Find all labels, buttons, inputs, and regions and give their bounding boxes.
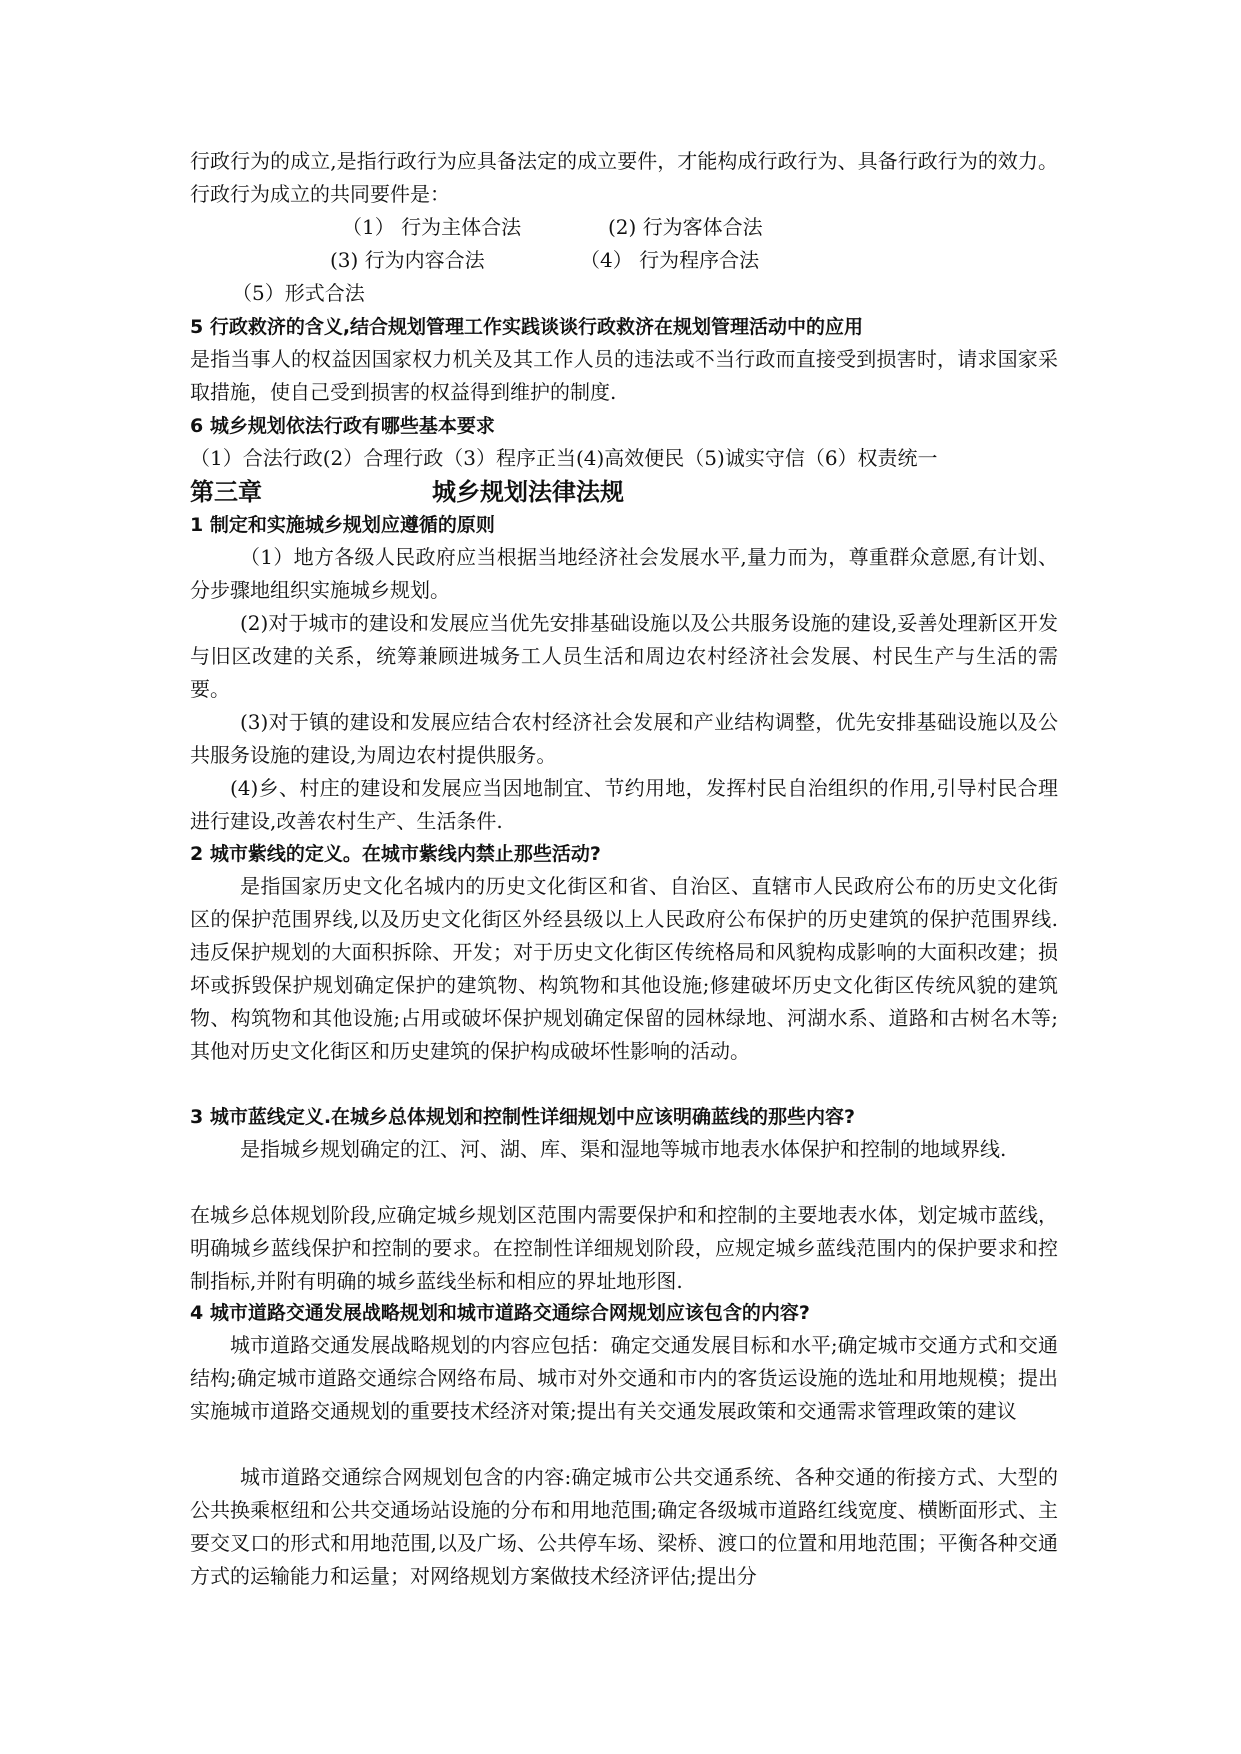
requirement-2: (2) 行为客体合法: [608, 215, 763, 239]
section-2-heading: 2 城市紫线的定义。在城市紫线内禁止那些活动?: [190, 843, 601, 865]
section-4-answer-strategy: 城市道路交通发展战略规划的内容应包括：确定交通发展目标和水平;确定城市交通方式和交通结构;确定城市道路交通综合网络布局、城市对外交通和市内的客货运设施的选址和用地规模；提出实施城市道路交通规划的重要技术经济对策;提出有关交通发展政策和交通需求管理政策的建议: [190, 1333, 1058, 1423]
question-5-answer: 是指当事人的权益因国家权力机关及其工作人员的违法或不当行政而直接受到损害时，请求国家采取措施，使自己受到损害的权益得到维护的制度.: [190, 347, 1058, 404]
section-1-item-4: (4)乡、村庄的建设和发展应当因地制宜、节约用地，发挥村民自治组织的作用,引导村民合理进行建设,改善农村生产、生活条件.: [190, 776, 1058, 833]
section-1-item-3: (3)对于镇的建设和发展应结合农村经济社会发展和产业结构调整，优先安排基础设施以及公共服务设施的建设,为周边农村提供服务。: [190, 710, 1058, 767]
requirement-4: （4） 行为程序合法: [580, 248, 760, 272]
requirement-1: （1） 行为主体合法: [342, 215, 522, 239]
chapter-number: 第三章: [190, 478, 262, 506]
question-6-answer: （1）合法行政(2）合理行政（3）程序正当(4)高效便民（5)诚实守信（6）权责统一: [190, 446, 938, 470]
section-1-item-1: （1）地方各级人民政府应当根据当地经济社会发展水平,量力而为，尊重群众意愿,有计划、分步骤地组织实施城乡规划。: [190, 545, 1058, 602]
section-3-heading: 3 城市蓝线定义.在城乡总体规划和控制性详细规划中应该明确蓝线的那些内容?: [190, 1106, 856, 1128]
section-1-heading: 1 制定和实施城乡规划应遵循的原则: [190, 514, 495, 536]
section-1-item-2: (2)对于城市的建设和发展应当优先安排基础设施以及公共服务设施的建设,妥善处理新区开发与旧区改建的关系，统筹兼顾进城务工人员生活和周边农村经济社会发展、村民生产与生活的需要。: [190, 611, 1058, 701]
chapter-title: [190, 476, 1058, 508]
section-3-answer-content: 在城乡总体规划阶段,应确定城乡规划区范围内需要保护和和控制的主要地表水体，划定城市蓝线，明确城乡蓝线保护和控制的要求。在控制性详细规划阶段，应规定城乡蓝线范围内的保护要求和控制指标,并附有明确的城乡蓝线坐标和相应的界址地形图.: [190, 1203, 1058, 1293]
question-5-heading: 5 行政救济的含义,结合规划管理工作实践谈谈行政救济在规划管理活动中的应用: [190, 316, 864, 338]
section-2-answer: 是指国家历史文化名城内的历史文化街区和省、自治区、直辖市人民政府公布的历史文化街区的保护范围界线,以及历史文化街区外经县级以上人民政府公布保护的历史建筑的保护范围界线.违反保护规划的大面积拆除、开发；对于历史文化街区传统格局和风貌构成影响的大面积改建；损坏或拆毁保护规划确定保护的建筑物、构筑物和其他设施;修建破坏历史文化街区传统风貌的建筑物、构筑物和其他设施;占用或破坏保护规划确定保留的园林绿地、河湖水系、道路和古树名木等;其他对历史文化街区和历史建筑的保护构成破坏性影响的活动。: [190, 874, 1058, 1063]
section-4-answer-network: 城市道路交通综合网规划包含的内容:确定城市公共交通系统、各种交通的衔接方式、大型的公共换乘枢纽和公共交通场站设施的分布和用地范围;确定各级城市道路红线宽度、横断面形式、主要交叉口的形式和用地范围,以及广场、公共停车场、梁桥、渡口的位置和用地范围；平衡各种交通方式的运输能力和运量；对网络规划方案做技术经济评估;提出分: [190, 1465, 1058, 1588]
question-6-heading: 6 城乡规划依法行政有哪些基本要求: [190, 415, 495, 437]
section-4-heading: 4 城市道路交通发展战略规划和城市道路交通综合网规划应该包含的内容?: [190, 1302, 810, 1324]
requirement-5: （5）形式合法: [232, 281, 365, 305]
chapter-name: 城乡规划法律法规: [432, 478, 624, 506]
requirement-3: (3) 行为内容合法: [330, 248, 485, 272]
paragraph-admin-act-establishment: 行政行为的成立,是指行政行为应具备法定的成立要件，才能构成行政行为、具备行政行为的效力。行政行为成立的共同要件是：: [190, 149, 1058, 206]
section-3-answer-definition: 是指城乡规划确定的江、河、湖、库、渠和湿地等城市地表水体保护和控制的地域界线.: [240, 1137, 1007, 1161]
